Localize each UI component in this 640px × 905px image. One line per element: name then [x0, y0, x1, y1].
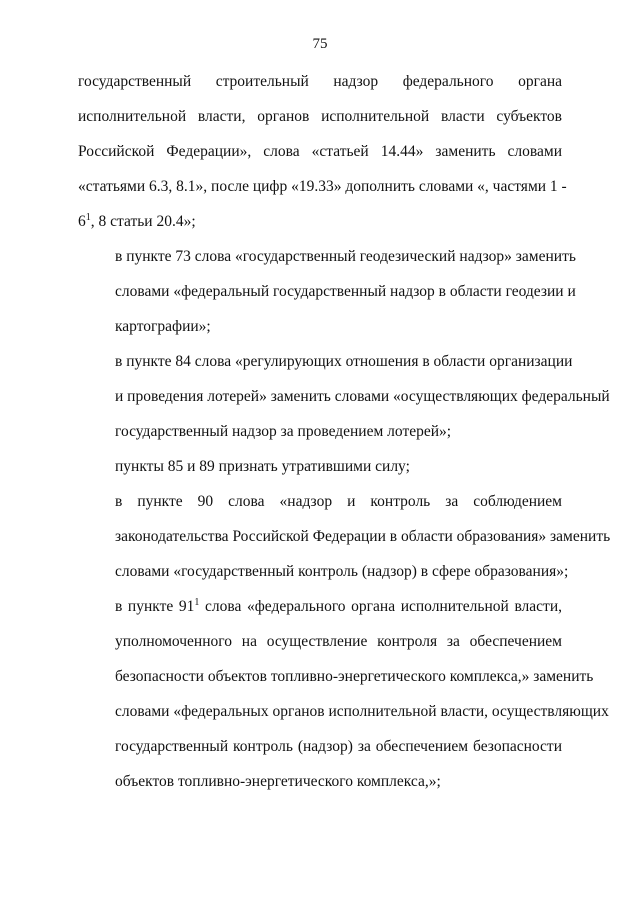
- text-fragment: 6: [78, 213, 86, 230]
- text-fragment: , 8 статьи 20.4»;: [90, 213, 196, 230]
- text-line: государственный надзор за проведением лотерей»;: [115, 423, 452, 440]
- text-line: исполнительной власти, органов исполнительной власти субъектов: [78, 108, 562, 125]
- text-line: «статьями 6.3, 8.1», после цифр «19.33» дополнить словами «, частями 1 -: [78, 178, 567, 195]
- text-line: и проведения лотерей» заменить словами «осуществляющих федеральный: [115, 388, 610, 405]
- text-line: в пункте 84 слова «регулирующих отношения в области организации: [115, 353, 573, 370]
- page-number: 75: [312, 36, 328, 52]
- paragraph-point-84: [78, 344, 610, 449]
- paragraph-point-91-1: [78, 589, 609, 799]
- text-fragment: в пункте 91: [115, 598, 195, 615]
- paragraph-points-85-89: [78, 449, 562, 484]
- text-line: пункты 85 и 89 признать утратившими силу;: [115, 458, 410, 475]
- text-line: уполномоченного на осуществление контроля за обеспечением: [115, 633, 562, 650]
- paragraph-point-73: [78, 239, 576, 344]
- superscript: 1: [85, 212, 91, 223]
- text-line: [78, 589, 562, 624]
- text-fragment: слова «федерального органа исполнительной власти,: [199, 598, 562, 615]
- text-line: безопасности объектов топливно-энергетического комплекса,» заменить: [115, 668, 594, 685]
- text-line: картографии»;: [115, 318, 211, 335]
- text-line: государственный контроль (надзор) за обеспечением безопасности: [115, 738, 562, 755]
- text-line: словами «федеральных органов исполнительной власти, осуществляющих: [115, 703, 609, 720]
- text-line: в пункте 73 слова «государственный геодезический надзор» заменить: [115, 248, 576, 265]
- text-line: Российской Федерации», слова «статьей 14.44» заменить словами: [78, 143, 562, 160]
- paragraph-continuation: [78, 64, 567, 239]
- text-line: словами «федеральный государственный надзор в области геодезии и: [115, 283, 576, 300]
- text-line: словами «государственный контроль (надзор) в сфере образования»;: [115, 563, 569, 580]
- text-line: законодательства Российской Федерации в области образования» заменить: [115, 528, 611, 545]
- text-line: государственный строительный надзор федерального органа: [78, 73, 562, 90]
- text-line: объектов топливно-энергетического комплекса,»;: [115, 773, 441, 790]
- text-line: в пункте 90 слова «надзор и контроль за соблюдением: [115, 493, 562, 510]
- paragraph-point-90: [78, 484, 611, 589]
- superscript: 1: [194, 597, 200, 608]
- text-line: [78, 204, 562, 239]
- document-body: [78, 64, 611, 799]
